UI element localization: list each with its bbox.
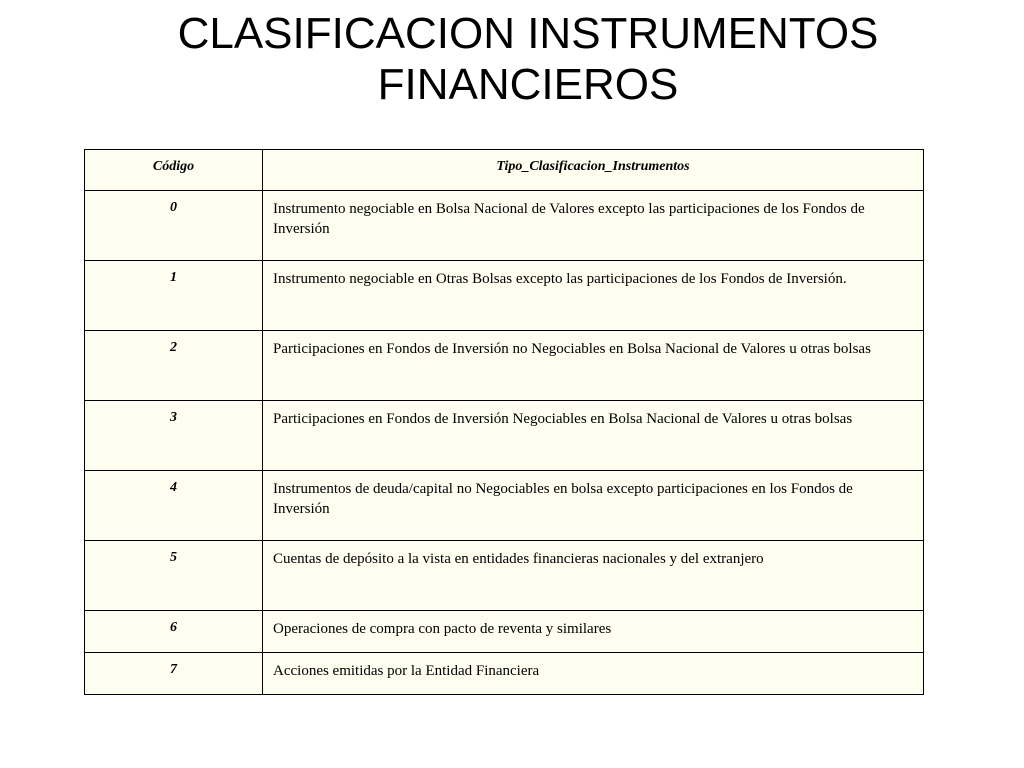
table-row xyxy=(85,471,924,541)
row-code: 1 xyxy=(85,261,263,331)
page-title-line-1: CLASIFICACION INSTRUMENTOS xyxy=(177,9,879,58)
row-code: 4 xyxy=(85,471,263,541)
table-row xyxy=(85,611,924,653)
row-code: 6 xyxy=(85,611,263,653)
row-description: Instrumento negociable en Bolsa Nacional de Valores excepto las participaciones de los Fondos de Inversión xyxy=(263,191,924,261)
table-header-row xyxy=(85,150,924,191)
row-description: Cuentas de depósito a la vista en entidades financieras nacionales y del extranjero xyxy=(263,541,924,611)
classification-table xyxy=(84,149,924,695)
table-row xyxy=(85,541,924,611)
row-description: Participaciones en Fondos de Inversión Negociables en Bolsa Nacional de Valores u otras bolsas xyxy=(263,401,924,471)
page-title xyxy=(0,8,1024,110)
row-code: 2 xyxy=(85,331,263,401)
row-description: Acciones emitidas por la Entidad Financiera xyxy=(263,653,924,695)
row-code: 3 xyxy=(85,401,263,471)
page-title-line-2: FINANCIEROS xyxy=(377,60,679,109)
row-code: 7 xyxy=(85,653,263,695)
table-row xyxy=(85,261,924,331)
row-description: Instrumento negociable en Otras Bolsas excepto las participaciones de los Fondos de Inversión. xyxy=(263,261,924,331)
table-row xyxy=(85,653,924,695)
table-row xyxy=(85,331,924,401)
row-code: 5 xyxy=(85,541,263,611)
column-header-type: Tipo_Clasificacion_Instrumentos xyxy=(263,150,924,191)
column-header-code: Código xyxy=(85,150,263,191)
row-description: Participaciones en Fondos de Inversión no Negociables en Bolsa Nacional de Valores u otras bolsas xyxy=(263,331,924,401)
row-code: 0 xyxy=(85,191,263,261)
row-description: Operaciones de compra con pacto de reventa y similares xyxy=(263,611,924,653)
table-row xyxy=(85,401,924,471)
table-row xyxy=(85,191,924,261)
row-description: Instrumentos de deuda/capital no Negociables en bolsa excepto participaciones en los Fondos de Inversión xyxy=(263,471,924,541)
